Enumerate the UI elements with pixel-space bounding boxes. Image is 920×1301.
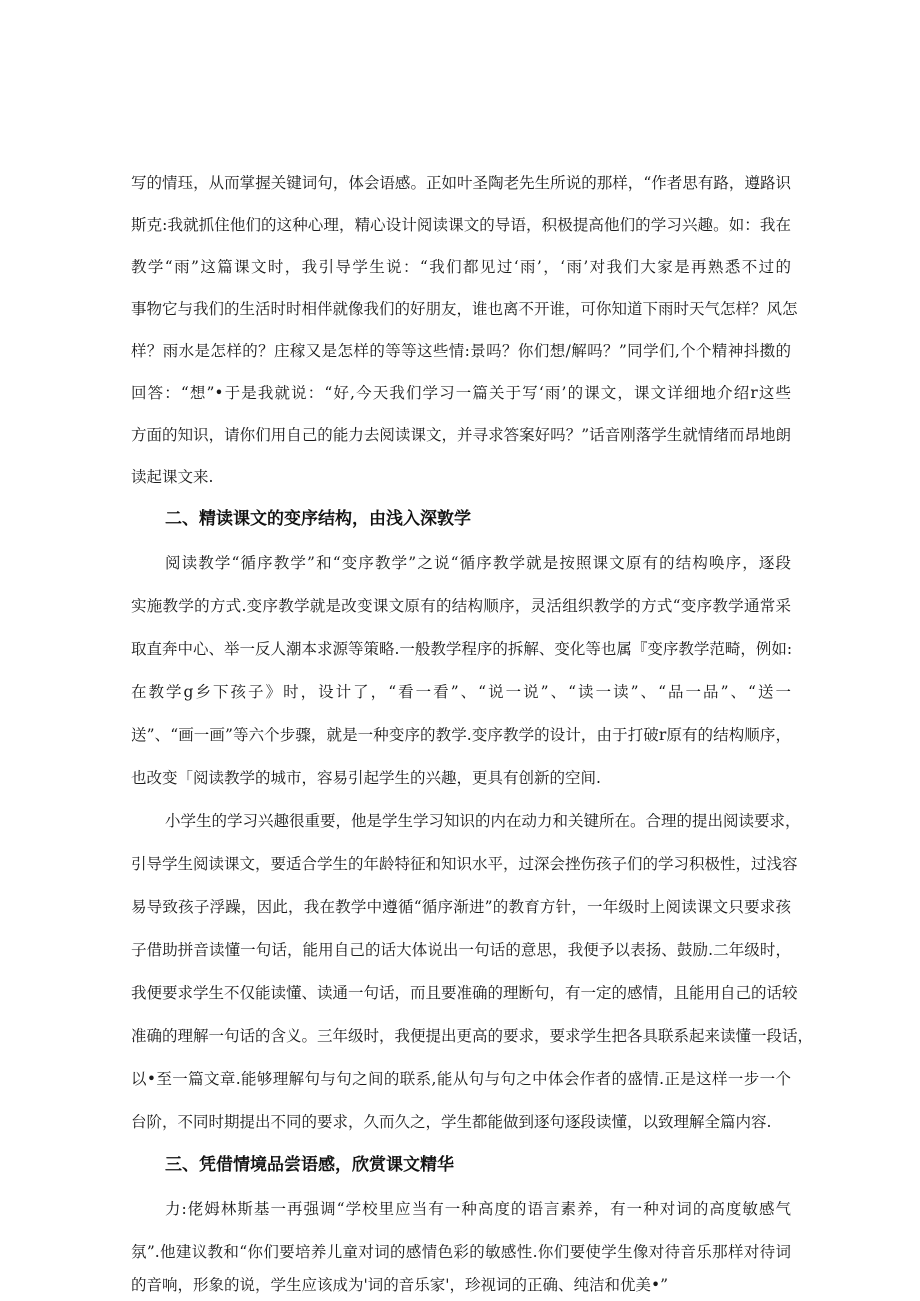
paragraph-2-line: 取直奔中心、举一反人潮本求源等策略.一般教学程序的拆解、变化等也属『变序教学范畸，例如:: [131, 640, 793, 658]
paragraph-3-line: 小学生的学习兴趣很重要，他是学生学习知识的内在动力和关键所在。合理的提出阅读要求，: [165, 812, 801, 830]
paragraph-3-line: 台阶，不同时期提出不同的要求，久而久之，学生都能做到逐句逐段读懂，以致理解全篇内容.: [131, 1113, 772, 1131]
section-heading-3: 三、凭借情境品尝语感，欣赏课文精华: [165, 1155, 454, 1175]
paragraph-2-line: 在教学g乡下孩子》时，设计了，“看一看”、“说一说”、“读一读”、“品一品”、“送一: [131, 683, 791, 701]
paragraph-1-line: 事物它与我们的生活时时相伴就像我们的好朋友，谁也离不开谁，可你知道下雨时天气怎样？风怎: [131, 300, 798, 318]
paragraph-2-line: 阅读教学“循序教学”和“变序教学”之说“循序教学就是按照课文原有的结构唤序，逐段: [165, 554, 791, 572]
paragraph-3-line: 易导致孩子浮躁，因此，我在教学中遵循“循序渐进”的教育方针，一年级时上阅读课文只要求孩: [131, 898, 791, 916]
paragraph-1-line: 样？雨水是怎样的？庄稼又是怎样的等等这些情:景吗？你们想/解吗？”同学们,个个精神抖擞的: [131, 342, 791, 360]
paragraph-2-line: 实施教学的方式.变序教学就是改变课文原有的结构顺序，灵活组织教学的方式“变序教学通常采: [131, 597, 791, 615]
paragraph-3-line: 以•至一篇文章.能够理解句与句之间的联系,能从句与句之中体会作者的盛情.正是这样一步一个: [131, 1070, 791, 1088]
paragraph-1-line: 斯克:我就抓住他们的这种心理，精心设计阅读课文的导语，积极提高他们的学习兴趣。如：我在: [131, 216, 791, 234]
paragraph-4-line: 的音响，形象的说，学生应该成为'词的音乐家'，珍视词的正确、纯洁和优美•”: [131, 1276, 669, 1294]
paragraph-1-line: 教学“雨”这篇课文时，我引导学生说：“我们都见过‘雨’，‘雨’对我们大家是再熟悉不过的: [131, 258, 791, 276]
paragraph-3-line: 引导学生阅读课文，要适合学生的年龄特征和知识水平，过深会挫伤孩子们的学习积极性，过浅容: [131, 855, 798, 873]
paragraph-2-line: 送”、“画一画”等六个步骤，就是一种变序的教学.变序教学的设计，由于打破r原有的结构顺序，: [131, 726, 791, 744]
paragraph-1-line: 读起课文来.: [131, 468, 214, 486]
paragraph-1-line: 回答：“想”•于是我就说：“好,今天我们学习一篇关于写‘雨’的课文，课文详细地介绍r这些: [131, 384, 791, 402]
paragraph-3-line: 我便要求学生不仅能读懂、读通一句话，而且要准确的理断句，有一定的感情，且能用自己的话较: [131, 984, 798, 1002]
paragraph-1-line: 方面的知识，请你们用自己的能力去阅读课文，并寻求答案好吗？”话音刚落学生就情绪而昂地朗: [131, 426, 791, 444]
paragraph-3-line: 子借助拼音读懂一句话，能用自己的话大体说出一句话的意思，我便予以表扬、鼓励.二年级时，: [131, 941, 791, 959]
paragraph-4-line: 力:佬姆林斯基一再强调“学校里应当有一种高度的语言素养，有一种对词的高度敏感气: [165, 1200, 791, 1218]
section-heading-2: 二、精读课文的变序结构，由浅入深敦学: [165, 509, 471, 529]
paragraph-3-line: 准确的理解一句话的含义。三年级时，我便提出更高的要求，要求学生把各具联系起来读懂一段话，: [131, 1027, 814, 1045]
paragraph-2-line: 也改变「阅读教学的城市，容易引起学生的兴趣，更具有创新的空间.: [131, 769, 601, 787]
paragraph-1-line: 写的情珏，从而掌握关键词句，体会语感。正如叶圣陶老先生所说的那样，“作者思有路，遵路识: [131, 174, 791, 192]
paragraph-4-line: 氛”.他建议教和“你们要培养儿童对词的感情色彩的敏感性.你们要使学生像对待音乐那样对待词: [131, 1243, 791, 1261]
